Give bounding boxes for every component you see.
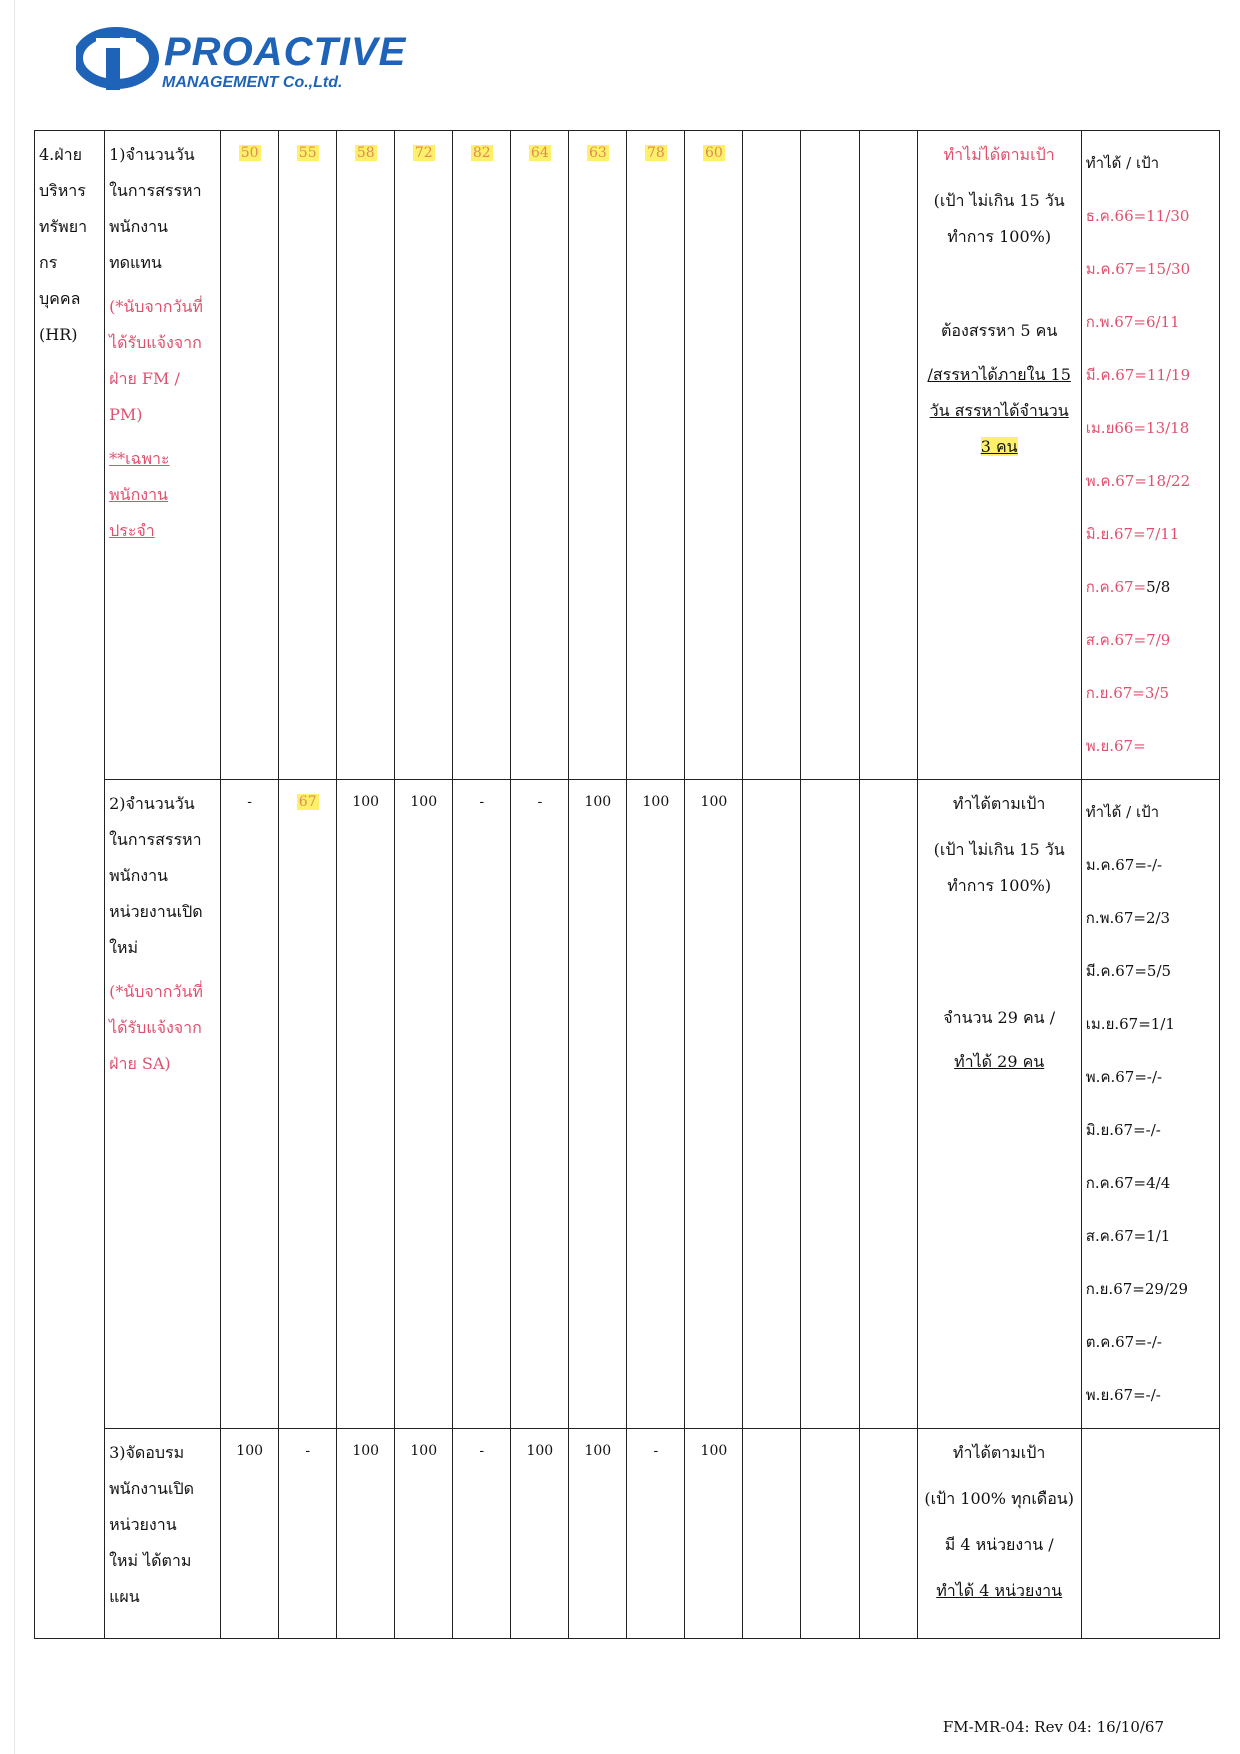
department-cell: 4.ฝ่าย บริหาร ทรัพยา กร บุคคล (HR) [35, 131, 105, 1639]
ratio-cell: ทำได้ / เป้า ม.ค.67=-/- ก.พ.67=2/3 มี.ค.67=5/5 เม.ย.67=1/1 พ.ค.67=-/- มิ.ย.67=-/- ก.ค.67=4/4 ส.ค.67=1/1 ก.ย.67=29/29 ต.ค.67=-/- พ.ย.67=-/- [1081, 780, 1219, 1429]
company-logo [76, 22, 407, 102]
result-cell: ทำได้ตามเป้า (เป้า ไม่เกิน 15 วัน ทำการ 100%) จำนวน 29 คน / ทำได้ 29 คน [917, 780, 1081, 1429]
kpi-label-cell: 1)จำนวนวัน ในการสรรหา พนักงาน ทดแทน (*นับจากวันที่ ได้รับแจ้งจาก ฝ่าย FM / PM) **เฉพาะ พนักงาน ประจำ [105, 131, 221, 780]
company-subname: MANAGEMENT Co.,Ltd. [162, 74, 343, 91]
table-row: 3)จัดอบรม พนักงานเปิด หน่วยงาน ใหม่ ได้ตาม แผน 100 - 100 100 - 100 100 - 100 ทำได้ตามเป้า (เป้า 100% ทุกเดือน) มี 4 หน่วยงาน / ทำได้ 4 หน่วยงาน [35, 1429, 1220, 1639]
result-cell: ทำไม่ได้ตามเป้า (เป้า ไม่เกิน 15 วัน ทำการ 100%) ต้องสรรหา 5 คน /สรรหาได้ภายใน 15 วัน สรรหาได้จำนวน 3 คน [917, 131, 1081, 780]
proactive-logo-icon [76, 22, 162, 92]
kpi-table [34, 130, 1220, 1639]
kpi-label-cell: 3)จัดอบรม พนักงานเปิด หน่วยงาน ใหม่ ได้ตาม แผน [105, 1429, 221, 1639]
company-name: PROACTIVE [164, 30, 407, 74]
ratio-cell: ทำได้ / เป้า ธ.ค.66=11/30 ม.ค.67=15/30 ก.พ.67=6/11 มี.ค.67=11/19 เม.ย66=13/18 พ.ค.67=18/22 มิ.ย.67=7/11 ก.ค.67=5/8 ส.ค.67=7/9 ก.ย.67=3/5 พ.ย.67= [1081, 131, 1219, 780]
ratio-cell [1081, 1429, 1219, 1639]
table-row: 2)จำนวนวัน ในการสรรหา พนักงาน หน่วยงานเปิด ใหม่ (*นับจากวันที่ ได้รับแจ้งจาก ฝ่าย SA) - 67 100 100 - - 100 100 100 ทำได้ตามเป้า (เป้า ไม่เกิน 15 วัน ทำการ 100%) จำนวน 29 คน / ทำได้ 29 คน ทำได้ / เป้า ม.ค.67=-/- ก.พ.67=2/3 มี.ค.67=5/5 เม.ย.67=1/1 พ.ค.67=-/- มิ.ย.67=-/- ก.ค.67=4/4 ส.ค.67=1/1 ก.ย.67=29/29 ต.ค.67=-/- พ.ย.67=-/- [35, 780, 1220, 1429]
form-code: FM-MR-04: Rev 04: 16/10/67 [942, 1718, 1164, 1736]
result-cell: ทำได้ตามเป้า (เป้า 100% ทุกเดือน) มี 4 หน่วยงาน / ทำได้ 4 หน่วยงาน [917, 1429, 1081, 1639]
page-edge-line [14, 0, 15, 1754]
kpi-label-cell: 2)จำนวนวัน ในการสรรหา พนักงาน หน่วยงานเปิด ใหม่ (*นับจากวันที่ ได้รับแจ้งจาก ฝ่าย SA) [105, 780, 221, 1429]
table-row: 4.ฝ่าย บริหาร ทรัพยา กร บุคคล (HR) 1)จำนวนวัน ในการสรรหา พนักงาน ทดแทน (*นับจากวันที่ ได้รับแจ้งจาก ฝ่าย FM / PM) **เฉพาะ พนักงาน ประจำ 50 55 58 72 82 64 63 78 60 ทำไม่ได้ตามเป้า (เป้า ไม่เกิน 15 วัน ทำการ 100%) ต้องสรรหา 5 คน /สรรหาได้ภายใน 15 วัน สรรหาได้จำนวน 3 คน ทำได้ / เป้า ธ.ค.66=11/30 ม.ค.67=15/30 ก.พ.67=6/11 มี.ค.67=11/19 เม.ย66=13/18 พ.ค.67=18/22 มิ.ย.67=7/11 ก.ค.67=5/8 ส.ค.67=7/9 ก.ย.67=3/5 พ.ย.67= [35, 131, 1220, 780]
